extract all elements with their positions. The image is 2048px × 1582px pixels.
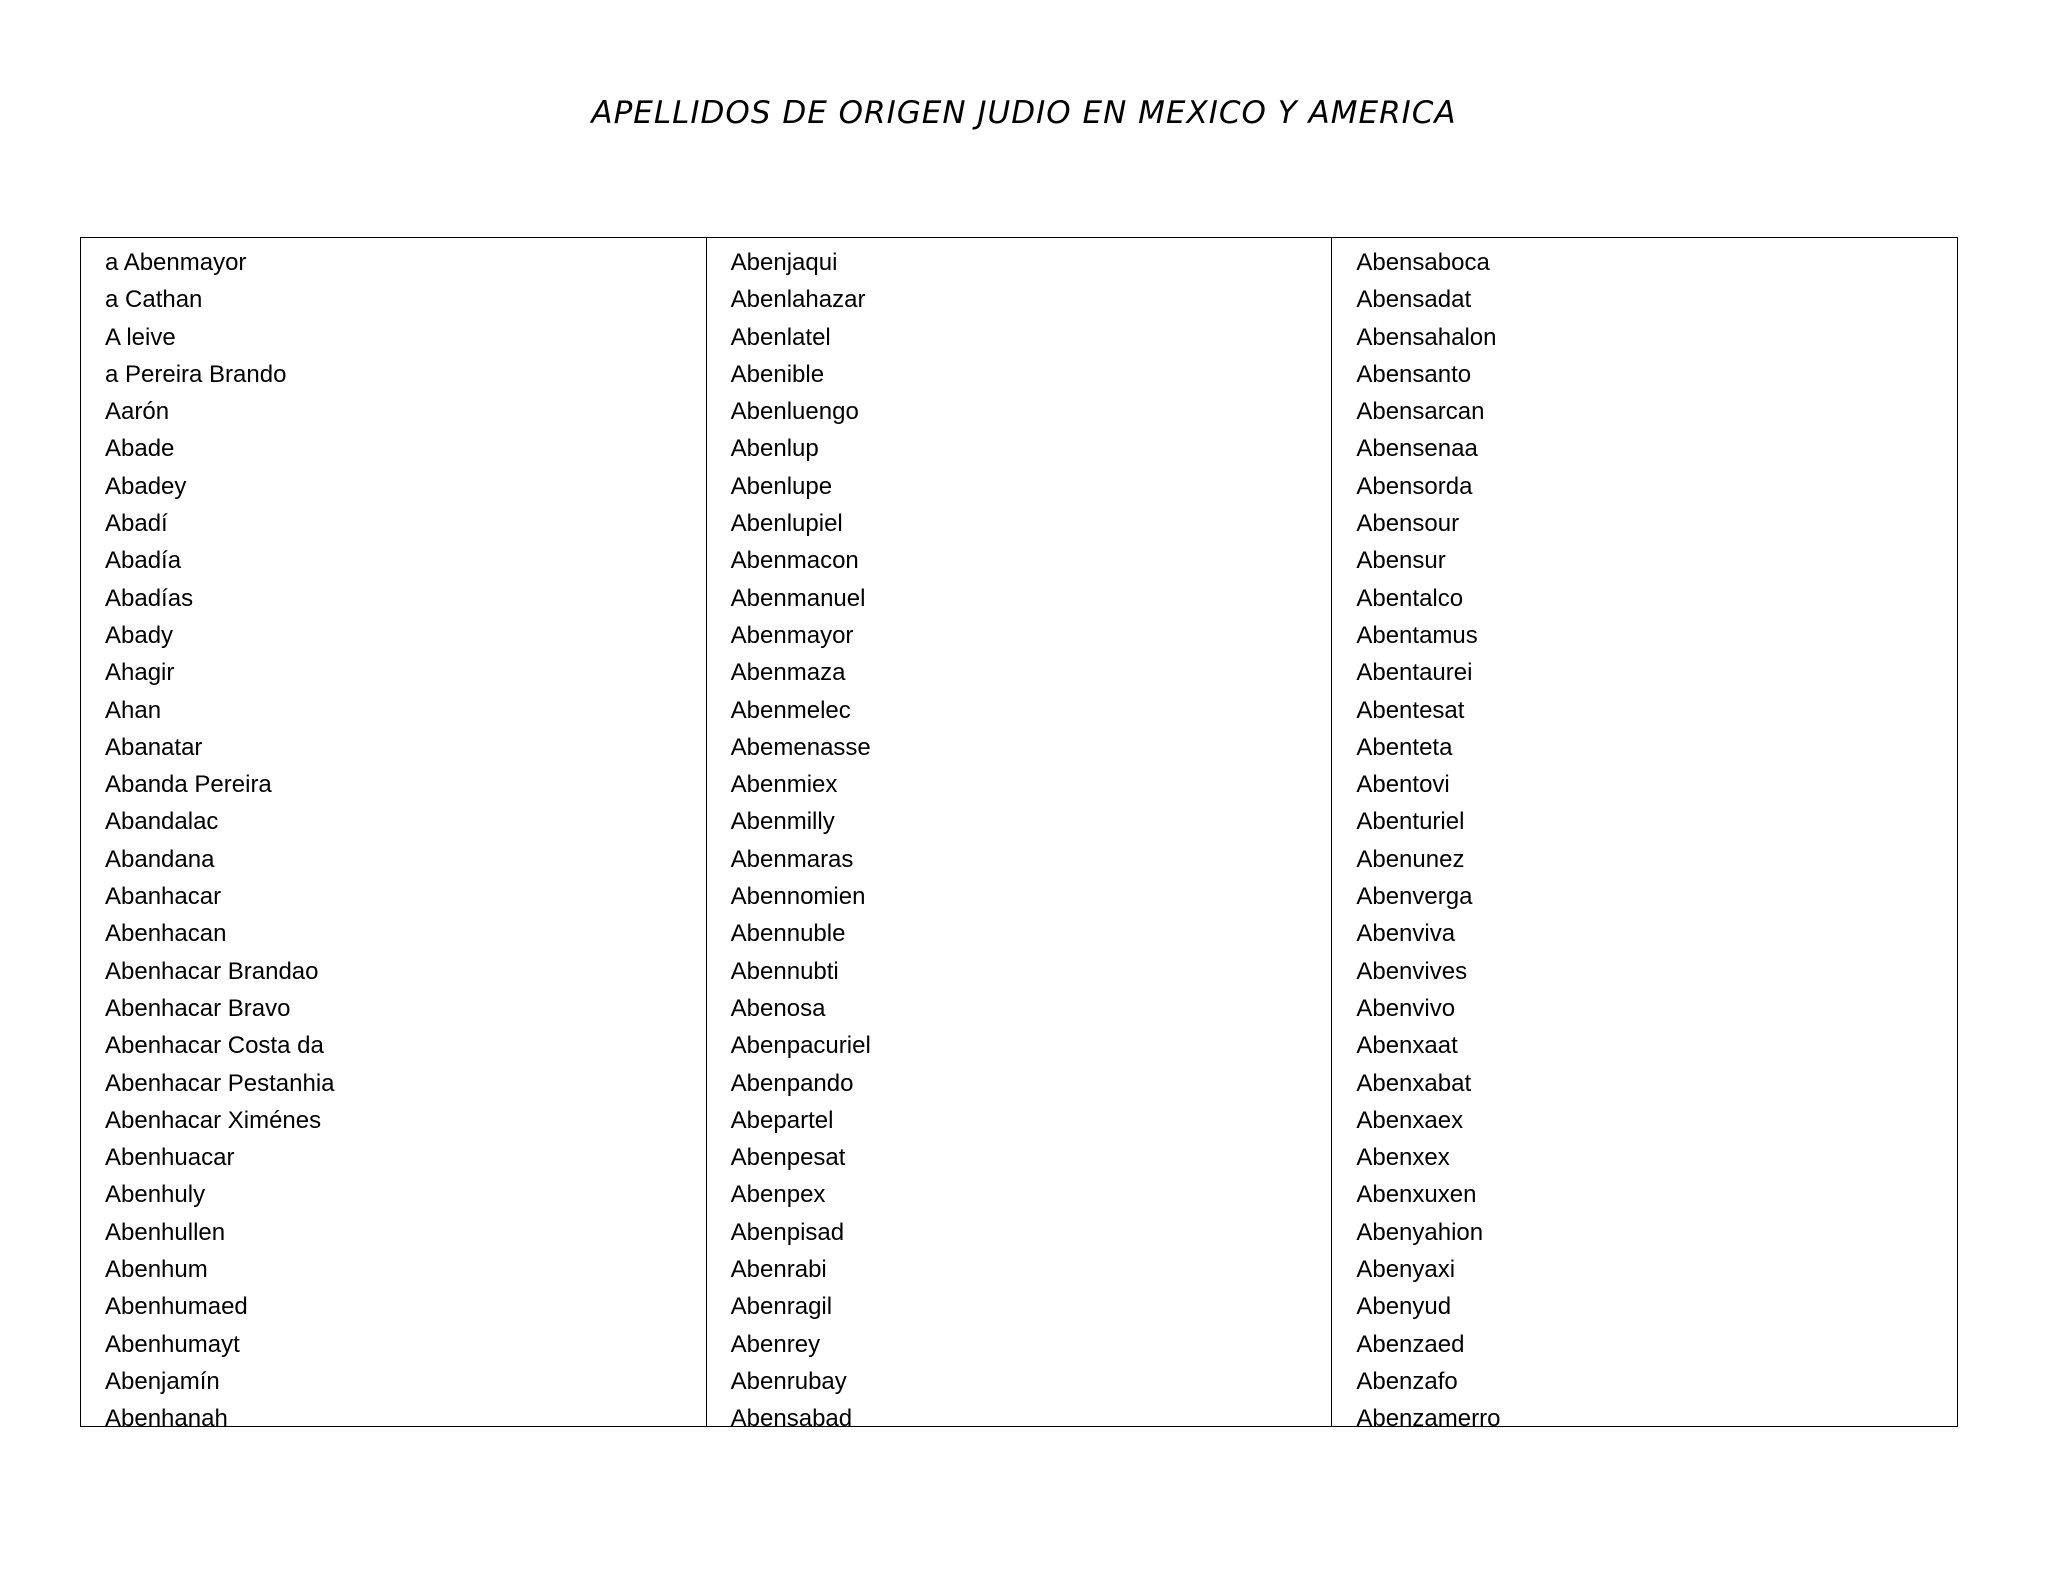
surname-cell: Abenxex xyxy=(1356,1144,1450,1172)
surname-cell: Abenragil xyxy=(730,1293,833,1321)
surname-cell: Abenxabat xyxy=(1356,1069,1472,1097)
surname-cell: Abenturiel xyxy=(1356,808,1465,836)
surname-cell: Abenviva xyxy=(1356,920,1456,948)
surname-cell: Abensarcan xyxy=(1356,398,1485,426)
surname-cell: Abadí xyxy=(105,510,168,538)
surname-cell: Abanhacar xyxy=(105,883,222,911)
surname-cell: Abenzafo xyxy=(1356,1367,1458,1395)
surname-cell: a Pereira Brando xyxy=(105,360,287,388)
surname-cell: Abenrey xyxy=(730,1330,821,1358)
surname-cell: Ahagir xyxy=(105,659,175,687)
surname-cell: Abanatar xyxy=(105,733,203,761)
surname-cell: Abenpesat xyxy=(730,1144,846,1172)
surname-cell: Abade xyxy=(105,435,175,463)
surname-cell: a Cathan xyxy=(105,286,203,314)
surname-cell: Abenlatel xyxy=(730,323,831,351)
surname-cell: Abensanto xyxy=(1356,360,1472,388)
surname-cell: Abenhuly xyxy=(105,1181,206,1209)
surname-cell: Abensour xyxy=(1356,510,1460,538)
surname-cell: Abensenaa xyxy=(1356,435,1478,463)
surname-cell: Abensur xyxy=(1356,547,1446,575)
surname-cell: Abenhuacar xyxy=(105,1144,235,1172)
surname-cell: Abenpex xyxy=(730,1181,826,1209)
surname-cell: Abenzaed xyxy=(1356,1330,1465,1358)
surname-cell: Abensaboca xyxy=(1356,249,1490,276)
surname-cell: Abenmayor xyxy=(730,621,854,649)
surname-cell: Abentamus xyxy=(1356,621,1478,649)
surname-cell: Abenjaqui xyxy=(730,249,838,276)
surname-cell: Abenhacar Brandao xyxy=(105,957,319,985)
surname-cell: Abenhanah xyxy=(105,1405,228,1433)
surname-column-2 xyxy=(706,238,1332,1433)
surname-cell: Abenmaza xyxy=(730,659,846,687)
surname-cell: Abenmelec xyxy=(730,696,851,724)
surname-cell: Abenyahion xyxy=(1356,1218,1484,1246)
surname-cell: Abenrubay xyxy=(730,1367,847,1395)
surname-cell: Abenlupiel xyxy=(730,510,843,538)
surname-cell: Abenpisad xyxy=(730,1218,845,1246)
surname-cell: Abennuble xyxy=(730,920,846,948)
surname-cell: Abandana xyxy=(105,845,215,873)
surname-cell: Abentalco xyxy=(1356,584,1464,612)
surname-cell: Abenxuxen xyxy=(1356,1181,1477,1209)
surname-column-3 xyxy=(1331,238,1957,1433)
surname-cell: Abenhullen xyxy=(105,1218,226,1246)
surname-cell: Abenhacar Costa da xyxy=(105,1032,324,1060)
surname-cell: Abadía xyxy=(105,547,182,575)
surname-cell: Abennubti xyxy=(730,957,839,985)
surname-cell: Abensorda xyxy=(1356,472,1473,500)
surname-cell: Abenvives xyxy=(1356,957,1468,985)
surname-cell: Abentovi xyxy=(1356,771,1450,799)
surname-cell: Abenyaxi xyxy=(1356,1256,1456,1284)
surname-cell: Abenlupe xyxy=(730,472,833,500)
surname-cell: Abensadat xyxy=(1356,286,1472,314)
surname-cell: Abenrabi xyxy=(730,1256,827,1284)
surname-cell: A leive xyxy=(105,323,176,351)
surname-cell: Abensahalon xyxy=(1356,323,1497,351)
surname-cell: Abenzamerro xyxy=(1356,1405,1501,1433)
surname-cell: Abepartel xyxy=(730,1106,834,1134)
surname-cell: Abenyud xyxy=(1356,1293,1452,1321)
surname-cell: Abenible xyxy=(730,360,825,388)
surname-cell: a Abenmayor xyxy=(105,249,247,276)
surname-cell: Abenverga xyxy=(1356,883,1473,911)
surname-cell: Abenhumayt xyxy=(105,1330,240,1358)
surname-cell: Abenlahazar xyxy=(730,286,866,314)
surname-cell: Abanda Pereira xyxy=(105,771,272,799)
surname-cell: Abentaurei xyxy=(1356,659,1473,687)
surname-cell: Abenvivo xyxy=(1356,994,1456,1022)
surname-cell: Abenpando xyxy=(730,1069,854,1097)
surname-cell: Abensabad xyxy=(730,1405,853,1433)
surname-cell: Abenhacar Ximénes xyxy=(105,1106,322,1134)
surname-cell: Abenmilly xyxy=(730,808,835,836)
surname-cell: Abenhum xyxy=(105,1256,208,1284)
surname-table xyxy=(80,237,1958,1433)
surname-cell: Abenunez xyxy=(1356,845,1465,873)
surname-cell: Abenmiex xyxy=(730,771,838,799)
surname-cell: Abenxaat xyxy=(1356,1032,1458,1060)
surname-cell: Abenmaras xyxy=(730,845,854,873)
surname-cell: Abenhumaed xyxy=(105,1293,248,1321)
surname-cell: Aarón xyxy=(105,398,170,426)
surname-cell: Abenhacar Pestanhia xyxy=(105,1069,335,1097)
surname-column-1 xyxy=(81,238,706,1433)
surname-cell: Abenhacar Bravo xyxy=(105,994,291,1022)
surname-cell: Abenmacon xyxy=(730,547,859,575)
surname-cell: Abadías xyxy=(105,584,194,612)
surname-cell: Abadey xyxy=(105,472,187,500)
surname-cell: Abenluengo xyxy=(730,398,859,426)
surname-cell: Abenteta xyxy=(1356,733,1453,761)
surname-cell: Abemenasse xyxy=(730,733,871,761)
page-title: APELLIDOS DE ORIGEN JUDIO EN MEXICO Y AMERICA xyxy=(591,95,1457,131)
surname-cell: Ahan xyxy=(105,696,162,724)
surname-cell: Abenjamín xyxy=(105,1367,220,1395)
surname-cell: Abenhacan xyxy=(105,920,227,948)
surname-cell: Abenlup xyxy=(730,435,819,463)
surname-cell: Abenxaex xyxy=(1356,1106,1464,1134)
surname-cell: Abenmanuel xyxy=(730,584,866,612)
surname-cell: Abentesat xyxy=(1356,696,1465,724)
surname-cell: Abenosa xyxy=(730,994,826,1022)
surname-cell: Abennomien xyxy=(730,883,866,911)
surname-cell: Abady xyxy=(105,621,174,649)
surname-cell: Abandalac xyxy=(105,808,219,836)
surname-cell: Abenpacuriel xyxy=(730,1032,871,1060)
